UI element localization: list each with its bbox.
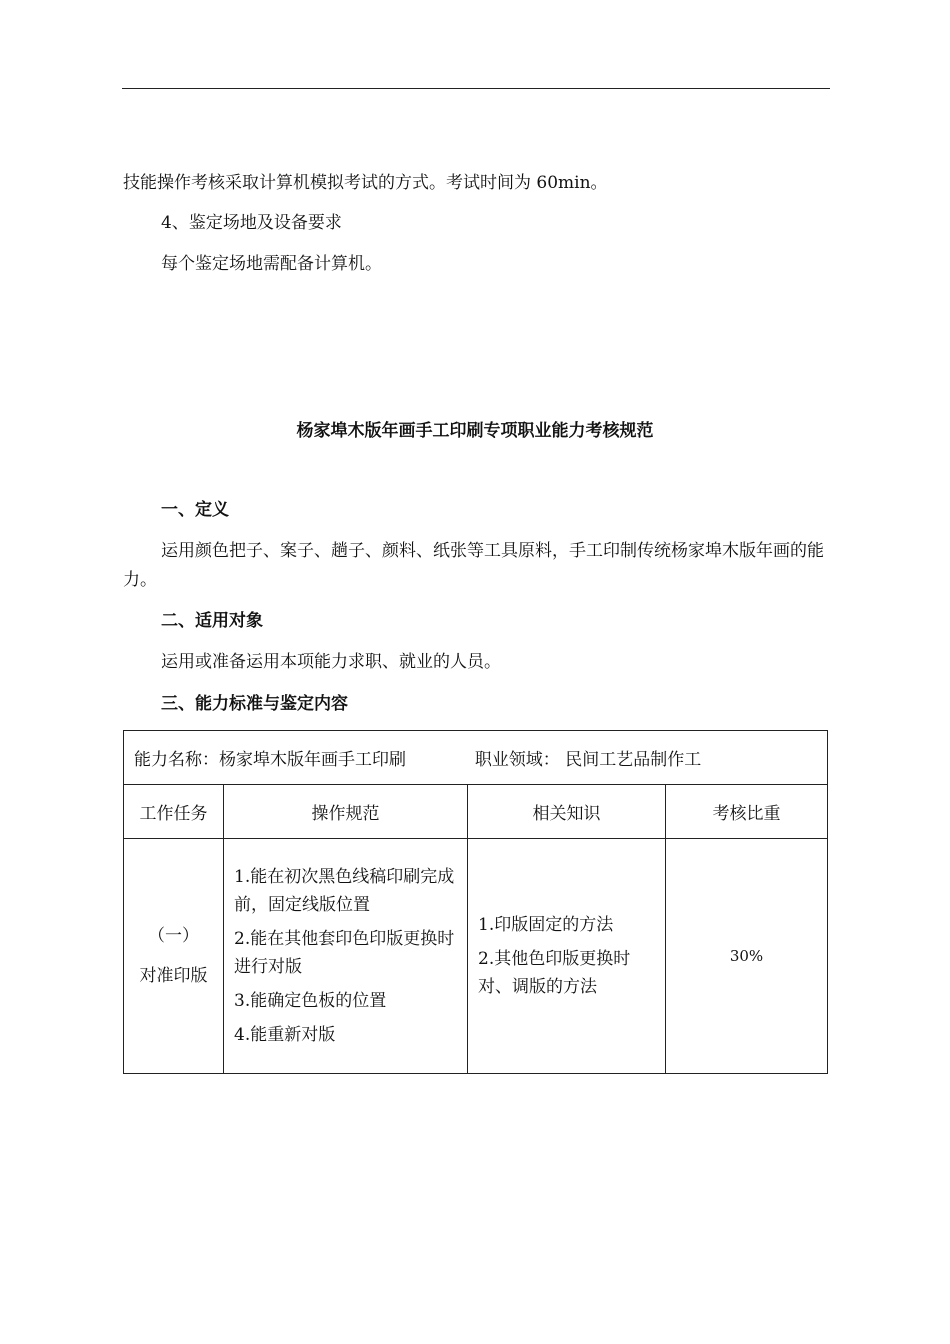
task-number: （一） [148, 926, 199, 946]
task-name: 对准印版 [139, 966, 208, 986]
table-info-row [124, 731, 828, 785]
table-info-cell [124, 731, 828, 785]
occupation-field: 职业领域： 民间工艺品制作工 [474, 750, 702, 770]
ability-table [123, 730, 828, 1074]
knowledge-item: 2.其他色印版更换时对、调版的方法 [478, 949, 631, 997]
section-2-heading: 二、适用对象 [161, 611, 263, 631]
op-item: 2.能在其他套印色印版更换时进行对版 [234, 929, 455, 977]
ability-name: 能力名称：杨家埠木版年画手工印刷 [134, 750, 406, 770]
table-row [124, 839, 828, 1074]
intro-line: 技能操作考核采取计算机模拟考试的方式。考试时间为 60min。 [123, 173, 608, 193]
table-header-row [124, 785, 828, 839]
knowledge-item: 1.印版固定的方法 [478, 915, 614, 935]
item4-heading: 4、鉴定场地及设备要求 [161, 213, 342, 233]
header-operations: 操作规范 [224, 785, 468, 839]
section-1-heading: 一、定义 [161, 500, 229, 520]
section-1-text: 运用颜色把子、案子、趟子、颜料、纸张等工具原料，手工印制传统杨家埠木版年画的能力。 [123, 541, 824, 590]
header-weight: 考核比重 [666, 785, 828, 839]
document-title: 杨家埠木版年画手工印刷专项职业能力考核规范 [296, 421, 654, 441]
weight-cell: 30% [666, 839, 828, 1074]
op-item: 3.能确定色板的位置 [234, 991, 387, 1011]
header-task: 工作任务 [124, 785, 224, 839]
task-cell [124, 839, 224, 1074]
operations-cell [224, 839, 468, 1074]
header-rule [122, 88, 830, 89]
item4-text: 每个鉴定场地需配备计算机。 [161, 254, 382, 274]
knowledge-cell [468, 839, 666, 1074]
section-2-text: 运用或准备运用本项能力求职、就业的人员。 [161, 652, 501, 672]
section-3-heading: 三、能力标准与鉴定内容 [161, 694, 348, 714]
header-knowledge: 相关知识 [468, 785, 666, 839]
op-item: 4.能重新对版 [234, 1025, 336, 1045]
op-item: 1.能在初次黑色线稿印刷完成前，固定线版位置 [234, 867, 455, 915]
